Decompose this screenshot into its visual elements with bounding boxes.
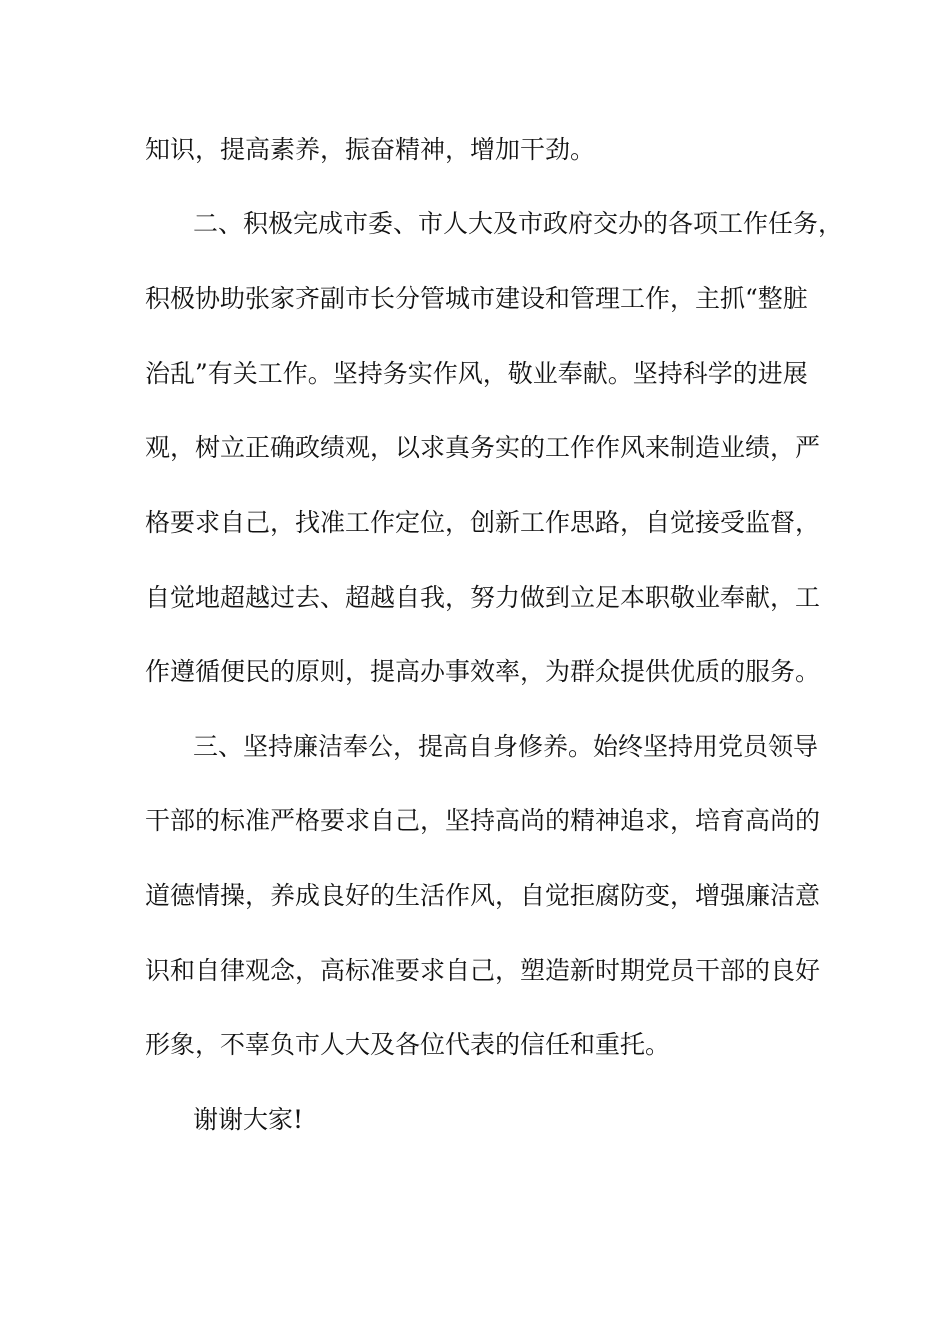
text-line-3: 积极协助张家齐副市长分管城市建设和管理工作，主抓“整脏	[145, 284, 808, 313]
text-line-1: 知识，提高素养，振奋精神，增加干劲。	[145, 135, 596, 164]
text-line-9: 三、坚持廉洁奉公，提高自身修养。始终坚持用党员领导	[193, 732, 819, 761]
text-line-13: 形象，不辜负市人大及各位代表的信任和重托。	[145, 1030, 671, 1059]
text-line-10: 干部的标准严格要求自己，坚持高尚的精神追求，培育高尚的	[145, 806, 821, 835]
text-line-5: 观，树立正确政绩观，以求真务实的工作作风来制造业绩，严	[145, 433, 821, 462]
text-line-12: 识和自律观念，高标准要求自己，塑造新时期党员干部的良好	[145, 956, 821, 985]
text-line-11: 道德情操，养成良好的生活作风，自觉拒腐防变，增强廉洁意	[145, 881, 821, 910]
text-line-8: 作遵循便民的原则，提高办事效率，为群众提供优质的服务。	[145, 657, 821, 686]
text-line-2: 二、积极完成市委、市人大及市政府交办的各项工作任务，	[193, 209, 844, 238]
text-line-4: 治乱”有关工作。坚持务实作风，敬业奉献。坚持科学的进展	[145, 359, 808, 388]
text-line-7: 自觉地超越过去、超越自我，努力做到立足本职敬业奉献，工	[145, 583, 821, 612]
closing-thanks: 谢谢大家!	[193, 1105, 304, 1134]
text-line-6: 格要求自己，找准工作定位，创新工作思路，自觉接受监督，	[145, 508, 821, 537]
